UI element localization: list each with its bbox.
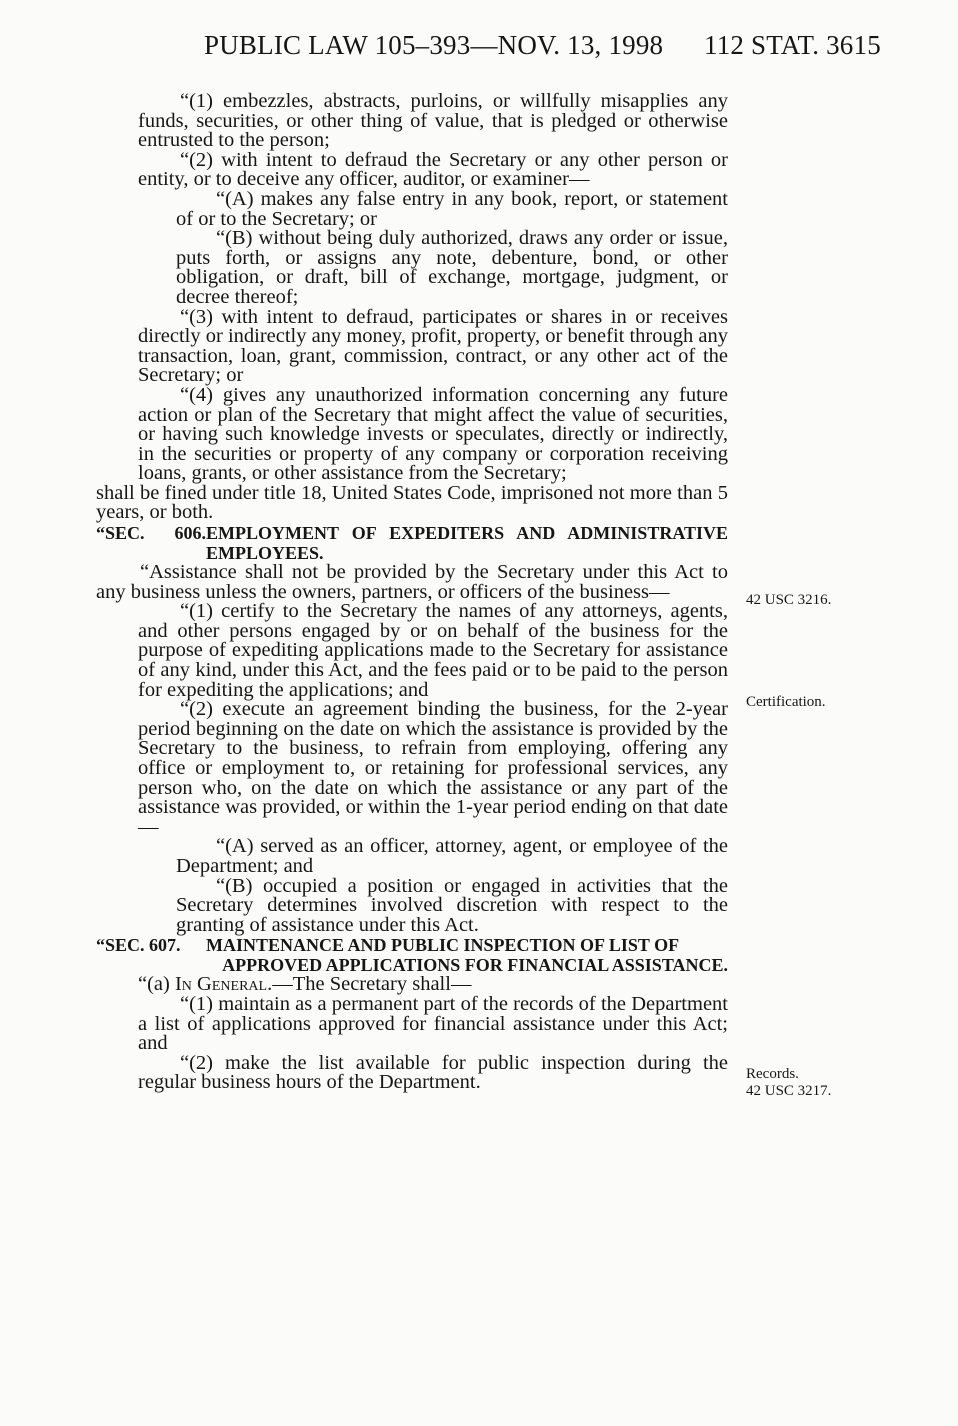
section-606-number: “SEC. 606. bbox=[96, 523, 206, 544]
clause-2-a: “(A) makes any false entry in any book, report, or statement of or to the Secretary; or bbox=[176, 187, 728, 230]
margin-note-42-usc-3216: 42 USC 3216. bbox=[746, 592, 832, 608]
margin-note-certification: Certification. bbox=[746, 694, 826, 710]
section-606-clause-1: “(1) certify to the Secretary the names of any attorneys, agents, and other persons engaged by or on behalf of the business for the purpose of expediting applications made to the Secretary for assistance of any kind, under this Act, and the fees paid or to be paid to the person for expediting the applications; and bbox=[138, 600, 728, 701]
section-606-clause-2-a: “(A) served as an officer, attorney, agent, or employee of the Department; and bbox=[176, 835, 728, 877]
penalty-clause: shall be fined under title 18, United States Code, imprisoned not more than 5 years, or both. bbox=[96, 481, 728, 524]
clause-2-b: “(B) without being duly authorized, draws any order or issue, puts forth, or assigns any note, debenture, bond, or other obligation, or draft, bill of exchange, mortgage, judgment, or decree thereof; bbox=[176, 227, 728, 308]
section-607-title-line2: APPROVED APPLICATIONS FOR FINANCIAL ASSISTANCE. bbox=[222, 955, 728, 976]
section-607-clause-2: “(2) make the list available for public inspection during the regular business hours of the Department. bbox=[138, 1051, 728, 1094]
clause-4: “(4) gives any unauthorized information concerning any future action or plan of the Secretary that might affect the value of securities, or having such knowledge invests or speculates, directly or indirectly, in the securities or property of any company or corporation receiving loans, grants, or other assistance from the Secretary; bbox=[138, 383, 728, 485]
subsection-a-label: “(a) bbox=[138, 973, 170, 996]
document-body bbox=[96, 92, 728, 1093]
section-606-heading bbox=[96, 523, 728, 563]
section-607-clause-1: “(1) maintain as a permanent part of the records of the Department a list of applications approved for financial assistance under this Act; and bbox=[138, 992, 728, 1055]
page-header-left: PUBLIC LAW 105–393—NOV. 13, 1998 bbox=[204, 30, 664, 60]
section-607-heading bbox=[96, 935, 728, 975]
page-header-right: 112 STAT. 3615 bbox=[704, 30, 881, 60]
section-607-number: “SEC. 607. bbox=[96, 935, 181, 956]
margin-note-records: Records. bbox=[746, 1066, 799, 1082]
subsection-a-text: .—The Secretary shall— bbox=[267, 973, 472, 996]
clause-3: “(3) with intent to defraud, participates or shares in or receives directly or indirectly any money, profit, property, or benefit through any transaction, loan, grant, commission, contract, or any other act of the Secretary; or bbox=[138, 305, 728, 387]
section-606-clause-2-b: “(B) occupied a position or engaged in activities that the Secretary determines involved discretion with respect to the granting of assistance under this Act. bbox=[176, 874, 728, 936]
subsection-a bbox=[96, 975, 728, 995]
margin-note-42-usc-3217: 42 USC 3217. bbox=[746, 1083, 832, 1099]
section-606-clause-2: “(2) execute an agreement binding the business, for the 2-year period beginning on the date on which the assistance is provided by the Secretary to the business, to refrain from employing, offering any office or employment to, or retaining for professional services, any person who, on the date on which the assistance or any part of the assistance was provided, or within the 1-year period ending on that date— bbox=[138, 698, 728, 838]
clause-1: “(1) embezzles, abstracts, purloins, or willfully misapplies any funds, securities, or other thing of value, that is pledged or otherwise entrusted to the person; bbox=[138, 90, 728, 152]
section-607-title-line1: MAINTENANCE AND PUBLIC INSPECTION OF LIST OF bbox=[206, 935, 680, 956]
subsection-a-heading: In General bbox=[174, 973, 268, 996]
section-606-title: EMPLOYMENT OF EXPEDITERS AND ADMINISTRATIVE EMPLOYEES. bbox=[206, 523, 728, 564]
clause-2: “(2) with intent to defraud the Secretary or any other person or entity, or to deceive any officer, auditor, or examiner— bbox=[138, 148, 728, 191]
section-606-intro: “Assistance shall not be provided by the Secretary under this Act to any business unless the owners, partners, or officers of the business— bbox=[96, 561, 728, 603]
